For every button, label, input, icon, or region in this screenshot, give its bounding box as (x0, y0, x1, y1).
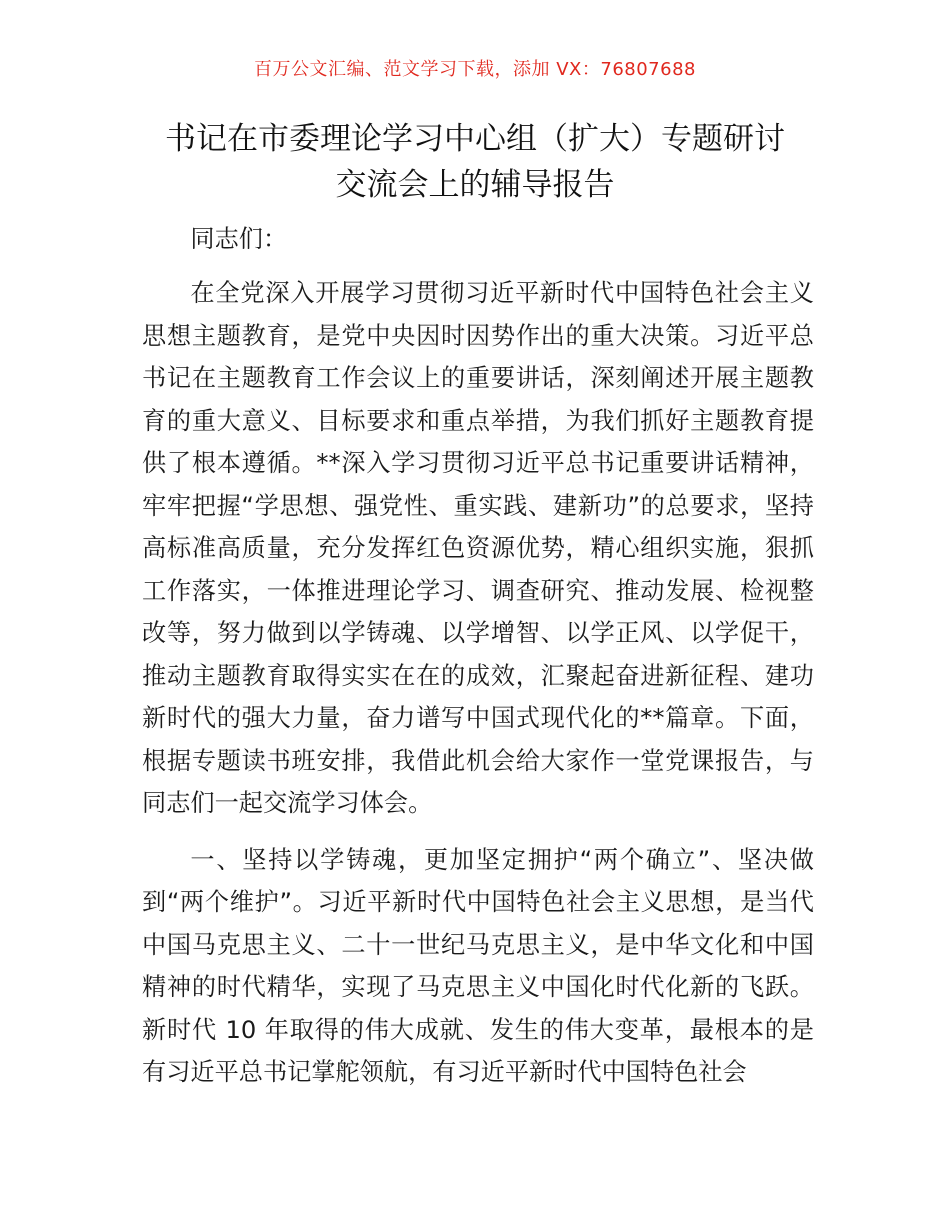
title-line-2: 交流会上的辅导报告 (335, 167, 615, 203)
paragraph-section-one: 一、坚持以学铸魂，更加坚定拥护“两个确立”、坚决做到“两个维护”。习近平新时代中国特色社会主义思想，是当代中国马克思主义、二十一世纪马克思主义，是中华文化和中国精神的时代精华，实现了马克思主义中国化时代化新的飞跃。新时代 10 年取得的伟大成就、发生的伟大变革，最根本的是有习近平总书记掌舵领航，有习近平新时代中国特色社会 (142, 845, 814, 1086)
document-body (142, 218, 814, 1094)
watermark-header: 百万公文汇编、范文学习下载，添加 VX：76807688 (254, 59, 696, 80)
document-title (100, 116, 850, 208)
salutation: 同志们： (190, 225, 288, 253)
paragraph-intro: 在全党深入开展学习贯彻习近平新时代中国特色社会主义思想主题教育，是党中央因时因势作出的重大决策。习近平总书记在主题教育工作会议上的重要讲话，深刻阐述开展主题教育的重大意义、目标要求和重点举措，为我们抓好主题教育提供了根本遵循。**深入学习贯彻习近平总书记重要讲话精神，牢牢把握“学思想、强党性、重实践、建新功”的总要求，坚持高标准高质量，充分发挥红色资源优势，精心组织实施，狠抓工作落实，一体推进理论学习、调查研究、推动发展、检视整改等，努力做到以学铸魂、以学增智、以学正风、以学促干，推动主题教育取得实实在在的成效，汇聚起奋进新征程、建功新时代的强大力量，奋力谱写中国式现代化的**篇章。下面，根据专题读书班安排，我借此机会给大家作一堂党课报告，与同志们一起交流学习体会。 (142, 279, 814, 817)
title-line-1: 书记在市委理论学习中心组（扩大）专题研讨 (165, 121, 785, 157)
